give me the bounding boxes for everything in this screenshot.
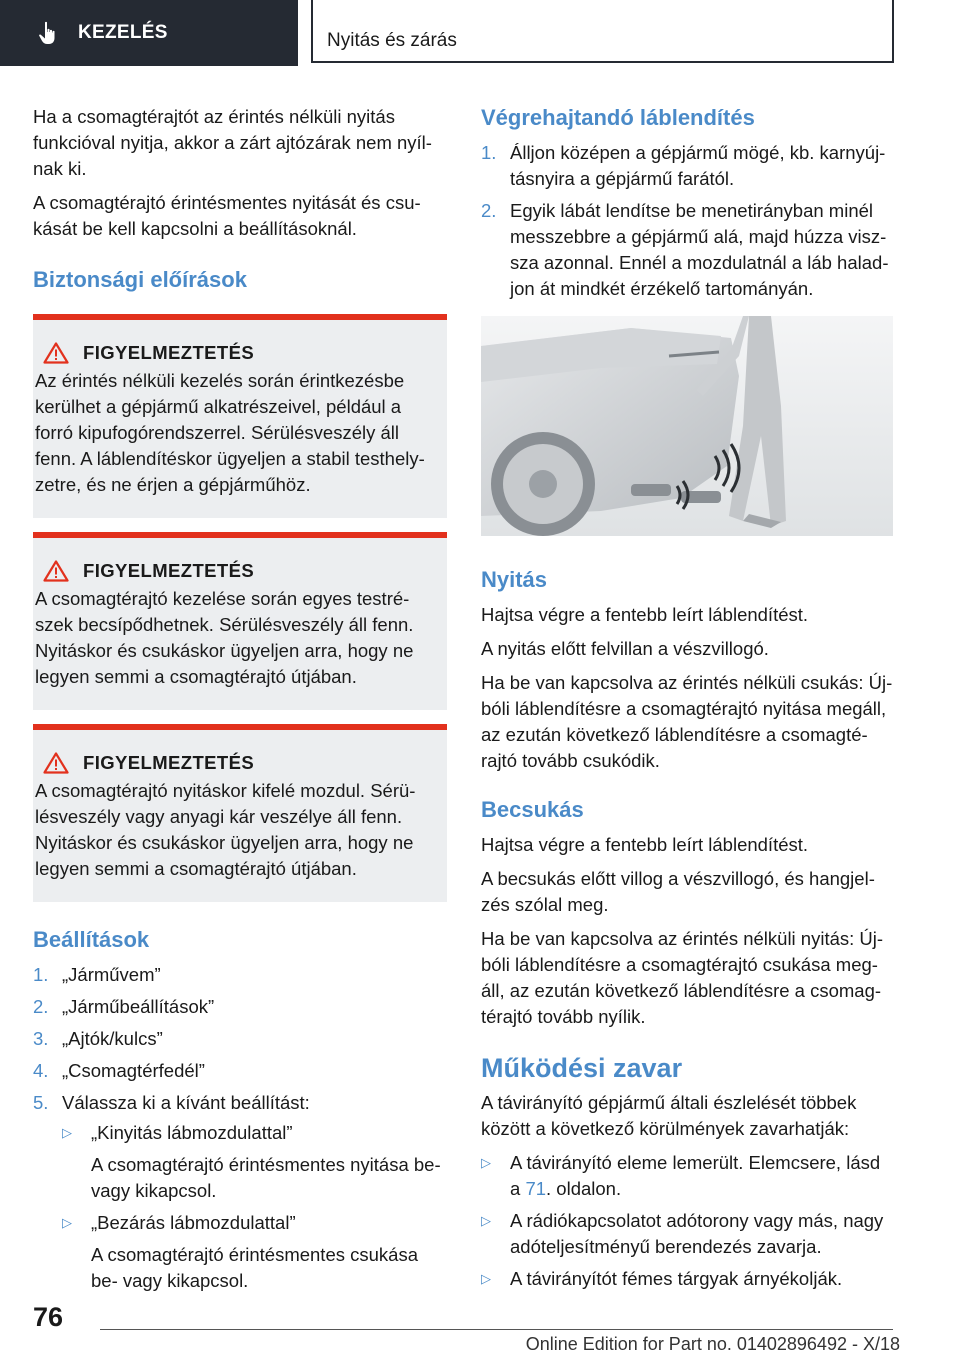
open-paragraph-3: Ha be van kapcsolva az érintés nélküli csukás: Új‐bóli láblendítésre a csomagtérajtó nyitása megáll, az ezután következő láblendítésre a csomagté‐rajtó tovább csukódik. bbox=[481, 672, 893, 771]
kick-steps bbox=[481, 140, 893, 302]
list-item: ▷ A rádiókapcsolatot adótorony vagy más, nagy adóteljesítményű berendezés zavarja. bbox=[481, 1210, 884, 1257]
list-item: 2. „Járműbeállítások” bbox=[33, 996, 215, 1017]
option-item: ▷ „Bezárás lábmozdulattal” A csomagtérajtó érintésmentes csukása be- vagy kikapcsol. bbox=[62, 1212, 418, 1291]
list-item: ▷ A távirányító eleme lemerült. Elemcsere, lásd a 71. oldalon. bbox=[481, 1152, 881, 1199]
warning-box bbox=[33, 532, 447, 710]
safety-heading: Biztonsági előírások bbox=[33, 267, 247, 292]
warning-text: A csomagtérajtó kezelése során egyes testré‐szek becsípődhetnek. Sérülésveszély áll fenn. Nyitáskor és csukáskor ügyeljen arra, hogy ne legyen semmi a csomagtérajtó útjában. bbox=[35, 588, 414, 687]
chapter-title: Nyitás és zárás bbox=[327, 30, 457, 51]
car-rear-kick-image bbox=[481, 316, 893, 536]
left-column bbox=[33, 104, 447, 1310]
close-paragraph-1: Hajtsa végre a fentebb leírt láblendítést. bbox=[481, 834, 809, 855]
warning-text: Az érintés nélküli kezelés során érintkezésbe kerülhet a gépjármű alkatrészeivel, például a forró kipufogórendszerrel. Sérülésveszély áll fenn. A láblendítéskor ügyeljen a stabil testhely‐zetre, és ne érjen a gépjárműhöz. bbox=[35, 370, 425, 495]
intro-paragraph-1: Ha a csomagtérajtót az érintés nélküli nyitás funkcióval nyitja, akkor a zárt ajtózárak nem nyíl‐nak ki. bbox=[33, 106, 432, 179]
fault-intro: A távirányító gépjármű általi észlelését többek között a következő körülmények zavarhatják: bbox=[481, 1092, 857, 1139]
list-item: 2. Egyik lábát lendítse be menetirányban minél messzebbre a gépjármű alá, majd húzza visz‐sza azonnal. Ennél a mozdulatnál a láb halad‐jon át mindkét érzékelő tartományán. bbox=[481, 200, 889, 299]
list-item: 5. Válassza ki a kívánt beállítást: ▷ „Kinyitás lábmozdulattal” A csomagtérajtó érintésmentes nyitása be- vagy kikapcsol. ▷ „Bezárás lábmozdulattal” A csomagtérajtó érintésmentes csukása be- vagy kikapcsol. bbox=[33, 1090, 447, 1300]
page-header bbox=[0, 0, 960, 66]
settings-heading: Beállítások bbox=[33, 927, 150, 952]
warning-title: FIGYELMEZTETÉS bbox=[83, 342, 255, 363]
settings-options bbox=[62, 1120, 447, 1294]
fault-heading: Működési zavar bbox=[481, 1053, 683, 1083]
close-heading: Becsukás bbox=[481, 797, 584, 822]
warning-box bbox=[33, 314, 447, 518]
kick-heading: Végrehajtandó láblendítés bbox=[481, 105, 755, 130]
footer-divider bbox=[100, 1329, 893, 1330]
warning-triangle-icon bbox=[43, 752, 69, 774]
list-item: 1. Álljon középen a gépjármű mögé, kb. karnyúj‐tásnyira a gépjármű farától. bbox=[481, 142, 886, 189]
list-item: 4. „Csomagtérfedél” bbox=[33, 1060, 205, 1081]
kick-illustration bbox=[481, 316, 893, 536]
warning-box bbox=[33, 724, 447, 902]
section-title: KEZELÉS bbox=[78, 22, 168, 43]
list-item: 3. „Ajtók/kulcs” bbox=[33, 1028, 163, 1049]
intro-paragraph-2: A csomagtérajtó érintésmentes nyitását és csu‐kását be kell kapcsolni a beállításoknál. bbox=[33, 192, 421, 239]
section-tab bbox=[0, 0, 298, 66]
page-number: 76 bbox=[33, 1302, 64, 1332]
settings-steps bbox=[33, 962, 447, 1300]
option-item: ▷ „Kinyitás lábmozdulattal” A csomagtérajtó érintésmentes nyitása be- vagy kikapcsol. bbox=[62, 1122, 441, 1201]
open-paragraph-2: A nyitás előtt felvillan a vészvillogó. bbox=[481, 638, 769, 659]
fault-list bbox=[481, 1150, 893, 1292]
warning-text: A csomagtérajtó nyitáskor kifelé mozdul. Sérü‐lésveszély vagy anyagi kár veszélye áll fenn. Nyitáskor és csukáskor ügyeljen arra, hogy ne legyen semmi a csomagtérajtó útjában. bbox=[35, 780, 416, 879]
warning-triangle-icon bbox=[43, 342, 69, 364]
open-paragraph-1: Hajtsa végre a fentebb leírt láblendítést. bbox=[481, 604, 809, 625]
right-column bbox=[481, 104, 893, 1298]
open-heading: Nyitás bbox=[481, 567, 548, 592]
warning-title: FIGYELMEZTETÉS bbox=[83, 752, 255, 773]
warning-title: FIGYELMEZTETÉS bbox=[83, 560, 255, 581]
footer-edition: Online Edition for Part no. 01402896492 - X/18 bbox=[525, 1334, 900, 1354]
close-paragraph-2: A becsukás előtt villog a vészvillogó, és hangjel‐zés szólal meg. bbox=[481, 868, 875, 915]
close-paragraph-3: Ha be van kapcsolva az érintés nélküli nyitás: Új‐bóli láblendítésre a csomagtérajtó csukása meg‐áll, az ezután következő láblendítésre a csomag‐térajtó tovább nyílik. bbox=[481, 928, 884, 1027]
list-item: ▷ A távirányítót fémes tárgyak árnyékolják. bbox=[481, 1268, 843, 1289]
hand-pointer-icon bbox=[38, 21, 60, 45]
page-link[interactable]: 71 bbox=[525, 1178, 547, 1199]
list-item: 1. „Járművem” bbox=[33, 964, 161, 985]
chapter-box bbox=[311, 0, 894, 63]
warning-triangle-icon bbox=[43, 560, 69, 582]
